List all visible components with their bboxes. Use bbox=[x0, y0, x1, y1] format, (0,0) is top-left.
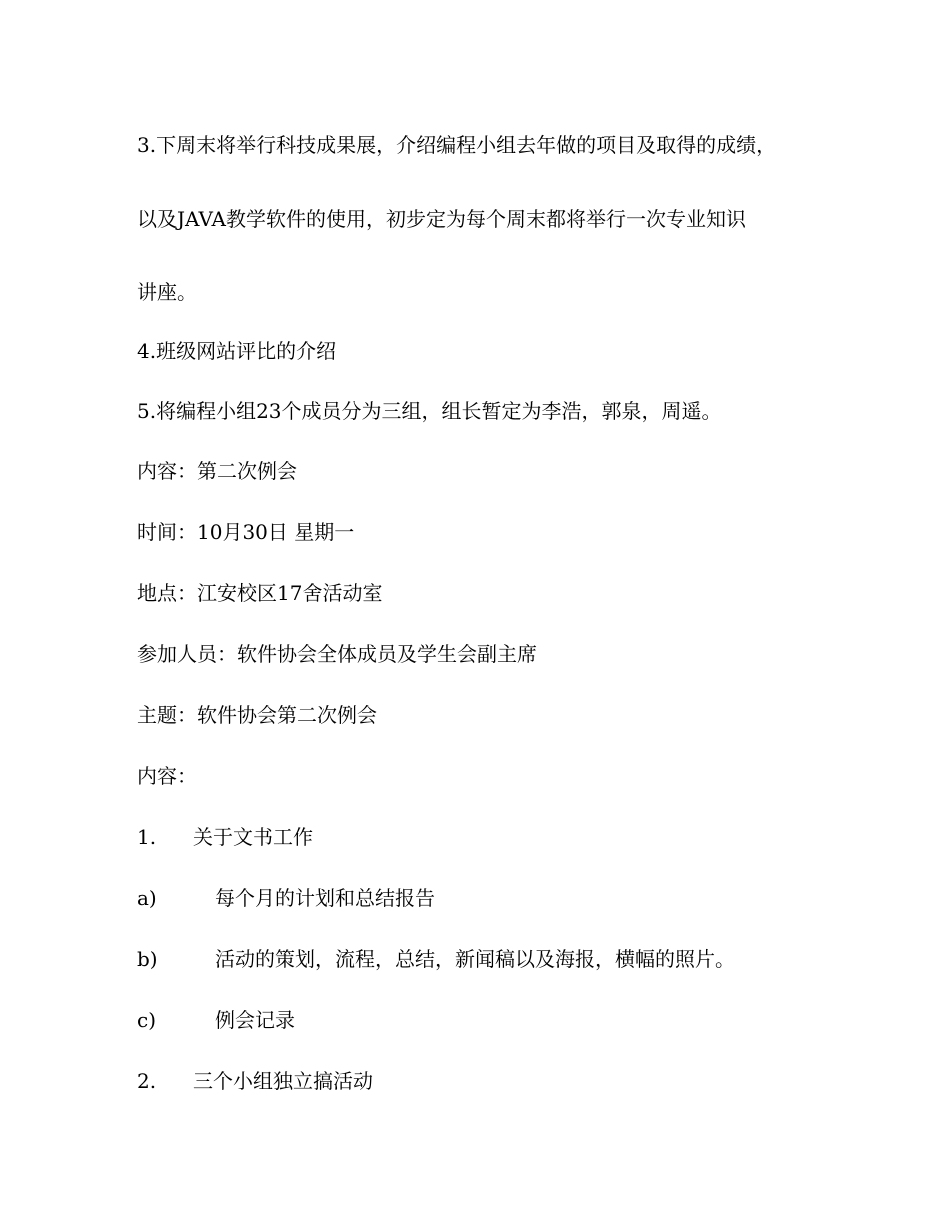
agenda-marker: c) bbox=[137, 1008, 157, 1032]
meeting-content-label: 内容： bbox=[137, 764, 197, 788]
agenda-marker: b) bbox=[137, 947, 158, 971]
meeting-content-title: 内容：第二次例会 bbox=[137, 459, 297, 483]
paragraph-item3-line3: 讲座。 bbox=[137, 280, 197, 304]
agenda-text: 例会记录 bbox=[215, 1008, 295, 1032]
meeting-location: 地点：江安校区17舍活动室 bbox=[137, 581, 383, 605]
agenda-subitem-c bbox=[137, 1006, 295, 1034]
paragraph-item5: 5.将编程小组23个成员分为三组，组长暂定为李浩，郭泉，周遥。 bbox=[137, 399, 722, 423]
agenda-text: 活动的策划，流程，总结，新闻稿以及海报，横幅的照片。 bbox=[215, 947, 735, 971]
agenda-marker: 2. bbox=[137, 1069, 157, 1093]
agenda-marker: 1. bbox=[137, 825, 157, 849]
meeting-time: 时间：10月30日 星期一 bbox=[137, 520, 355, 544]
paragraph-item3-line2: 以及JAVA教学软件的使用，初步定为每个周末都将举行一次专业知识 bbox=[137, 207, 746, 231]
agenda-text: 三个小组独立搞活动 bbox=[193, 1069, 373, 1093]
agenda-marker: a) bbox=[137, 886, 157, 910]
agenda-subitem-b bbox=[137, 945, 735, 973]
agenda-text: 关于文书工作 bbox=[193, 825, 313, 849]
agenda-text: 每个月的计划和总结报告 bbox=[215, 886, 435, 910]
paragraph-item4: 4.班级网站评比的介绍 bbox=[137, 339, 337, 363]
agenda-item-2 bbox=[137, 1067, 373, 1095]
meeting-attendees: 参加人员：软件协会全体成员及学生会副主席 bbox=[137, 642, 537, 666]
agenda-item-1 bbox=[137, 823, 313, 851]
paragraph-item3-line1: 3.下周末将举行科技成果展，介绍编程小组去年做的项目及取得的成绩， bbox=[137, 133, 777, 157]
agenda-subitem-a bbox=[137, 884, 435, 912]
meeting-topic: 主题：软件协会第二次例会 bbox=[137, 703, 377, 727]
